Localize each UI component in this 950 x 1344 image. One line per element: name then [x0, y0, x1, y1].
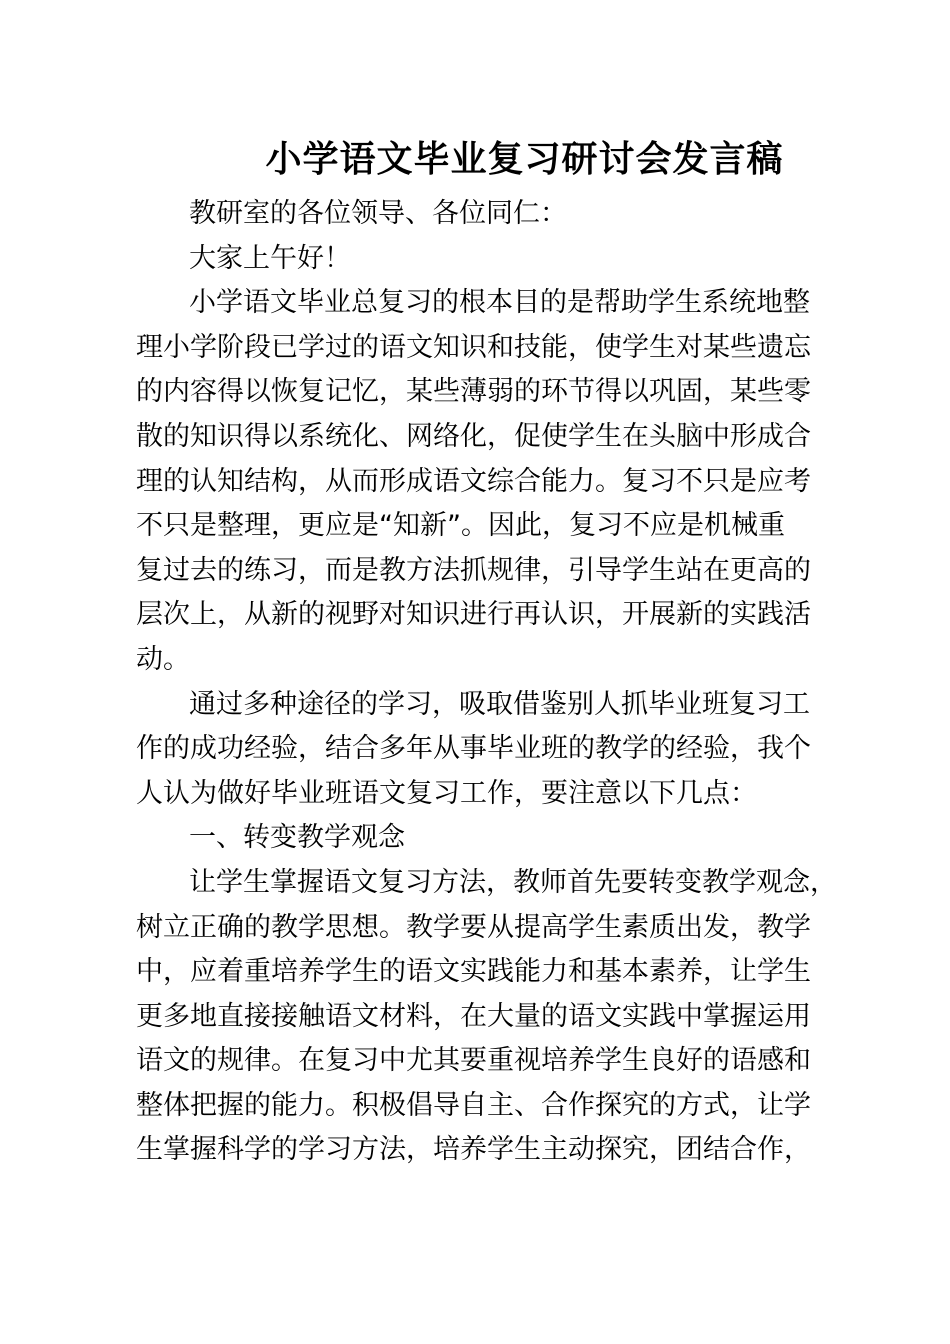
salutation-line: 教研室的各位领导、各位同仁： — [189, 198, 567, 229]
paragraph-2-line-3: 人认为做好毕业班语文复习工作，要注意以下几点： — [136, 777, 757, 809]
paragraph-1-line-7: 复过去的练习，而是教方法抓规律，引导学生站在更高的 — [136, 554, 811, 586]
document-title: 小学语文毕业复习研讨会发言稿 — [265, 139, 784, 180]
paragraph-3-line-5: 语文的规律。在复习中尤其要重视培养学生良好的语感和 — [136, 1045, 811, 1077]
section-heading-1: 一、转变教学观念 — [189, 822, 405, 854]
paragraph-1-line-1: 小学语文毕业总复习的根本目的是帮助学生系统地整 — [189, 287, 810, 319]
paragraph-3-line-3: 中，应着重培养学生的语文实践能力和基本素养，让学生 — [136, 956, 811, 988]
paragraph-1-line-9: 动。 — [136, 643, 190, 675]
paragraph-3-line-6: 整体把握的能力。积极倡导自主、合作探究的方式，让学 — [136, 1089, 811, 1121]
paragraph-3-line-7: 生掌握科学的学习方法，培养学生主动探究，团结合作， — [136, 1134, 811, 1166]
paragraph-1-line-3: 的内容得以恢复记忆，某些薄弱的环节得以巩固，某些零 — [136, 376, 811, 408]
paragraph-1-line-6: 不只是整理，更应是“知新”。因此，复习不应是机械重 — [136, 510, 785, 542]
paragraph-2-line-2: 作的成功经验，结合多年从事毕业班的教学的经验，我个 — [136, 733, 811, 765]
paragraph-3-line-2: 树立正确的教学思想。教学要从提高学生素质出发，教学 — [136, 911, 811, 943]
greeting-line: 大家上午好！ — [189, 242, 351, 274]
paragraph-1-line-8: 层次上，从新的视野对知识进行再认识，开展新的实践活 — [136, 599, 811, 631]
paragraph-1-line-4: 散的知识得以系统化、网络化，促使学生在头脑中形成合 — [136, 420, 811, 452]
paragraph-1-line-5: 理的认知结构，从而形成语文综合能力。复习不只是应考 — [136, 465, 811, 497]
document-body — [136, 192, 836, 1173]
paragraph-3-line-1: 让学生掌握语文复习方法，教师首先要转变教学观念， — [189, 866, 837, 898]
paragraph-1-line-2: 理小学阶段已学过的语文知识和技能，使学生对某些遗忘 — [136, 331, 811, 363]
paragraph-2-line-1: 通过多种途径的学习，吸取借鉴别人抓毕业班复习工 — [189, 688, 810, 720]
paragraph-3-line-4: 更多地直接接触语文材料，在大量的语文实践中掌握运用 — [136, 1000, 811, 1032]
